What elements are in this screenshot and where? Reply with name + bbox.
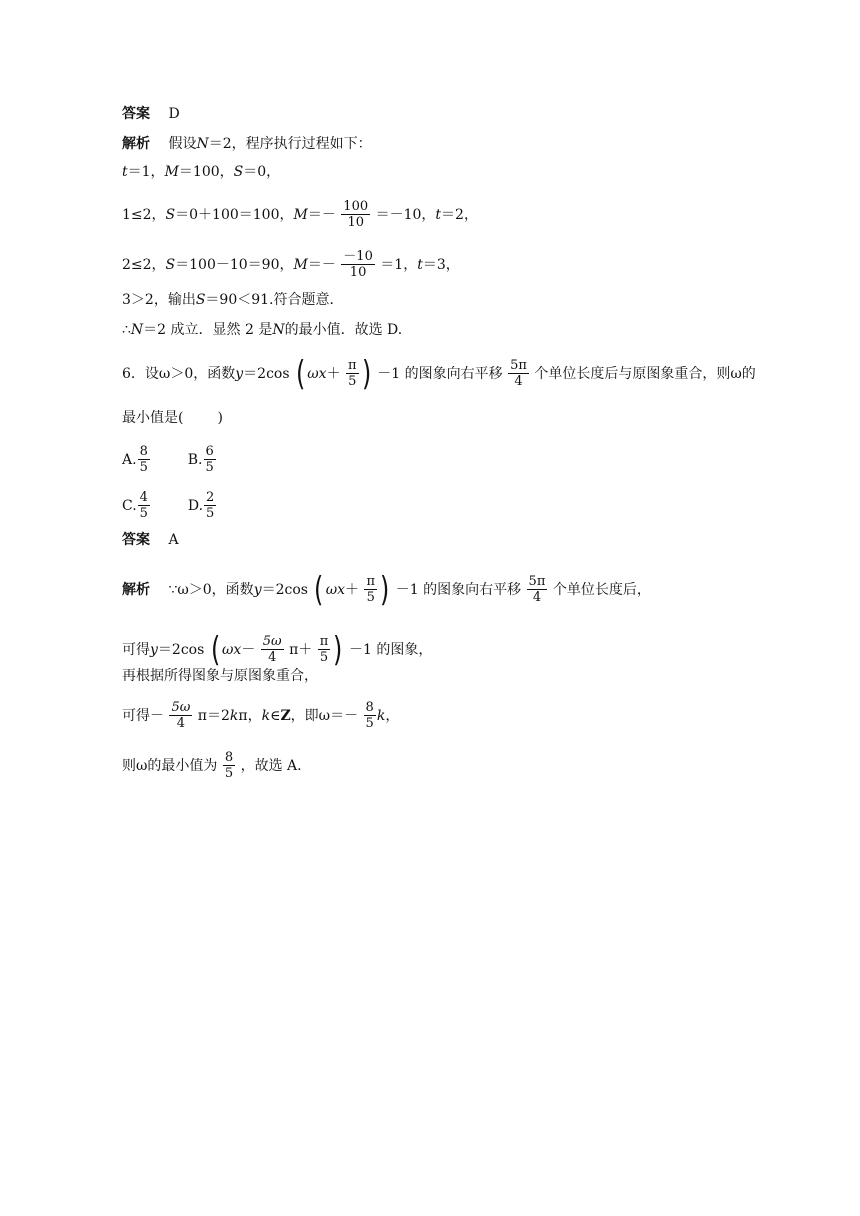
var: M — [164, 164, 179, 180]
option-c-label: C. — [122, 497, 137, 514]
text: －1 的图象向右平移 — [377, 365, 503, 382]
text: ， — [385, 707, 400, 724]
var: M — [293, 206, 308, 223]
answer-line-2 — [122, 530, 179, 550]
fraction: $\frac{8}{5}$ — [224, 750, 234, 781]
analysis2-line-2 — [122, 629, 433, 670]
text: ) — [217, 410, 223, 426]
text: π， — [238, 707, 262, 724]
fraction: $\frac{5\omega}{4}$ — [262, 634, 282, 665]
text: ∵ω＞0，函数 — [168, 581, 254, 598]
text: ＝0， — [243, 164, 281, 180]
var: N — [272, 322, 285, 338]
text: ＋ — [345, 581, 360, 598]
var: S — [233, 164, 244, 180]
option-b-fraction: $\frac{6}{5}$ — [205, 444, 214, 475]
text: 最小值是( — [122, 410, 184, 426]
option-c-fraction: $\frac{4}{5}$ — [139, 490, 148, 521]
answer-label: 答案 — [122, 106, 150, 122]
text: ＝2 成立．显然 2 是 — [143, 322, 273, 338]
analysis-label: 解析 — [122, 136, 150, 152]
fraction: $\frac{5\pi}{4}$ — [510, 358, 527, 389]
var: N — [196, 136, 209, 152]
question-6-line-1 — [122, 353, 756, 394]
text: ＋ — [326, 365, 341, 382]
options-row-1 — [122, 444, 217, 475]
var: ω — [307, 365, 319, 382]
analysis-label: 解析 — [122, 581, 150, 598]
var: t — [417, 256, 423, 273]
right-paren: ) — [380, 569, 390, 610]
options-row-2 — [122, 490, 217, 521]
text: ＝2，程序执行过程如下： — [208, 136, 372, 152]
option-a-fraction: $\frac{8}{5}$ — [139, 444, 148, 475]
text: ＝1， — [380, 256, 418, 273]
analysis2-line-4 — [122, 700, 399, 731]
text: ＝100， — [178, 164, 234, 180]
var: ωx — [325, 581, 346, 598]
text: ＝2cos — [261, 581, 308, 598]
fraction: $\frac{8}{5}$ — [365, 700, 374, 731]
text: ＝100－10＝90， — [175, 256, 294, 273]
text: ，即ω＝－ — [290, 707, 359, 724]
answer-value: A — [168, 532, 179, 548]
text: 3＞2，输出 — [122, 292, 196, 308]
analysis-line-3 — [122, 199, 478, 230]
analysis-line-5 — [122, 290, 344, 310]
analysis2-line-1 — [122, 569, 651, 610]
var: M — [293, 256, 308, 273]
text: ＝3， — [422, 256, 460, 273]
text: 再根据所得图象与原图象重合， — [122, 668, 318, 684]
var: t — [435, 206, 442, 223]
text: 可得－ — [122, 707, 164, 724]
var: y — [150, 641, 158, 658]
text: －1 的图象向右平移 — [395, 581, 522, 598]
text: ，故选 A. — [240, 757, 302, 774]
fraction: $\frac{\pi}{5}$ — [366, 574, 376, 605]
var: y — [235, 365, 244, 382]
text: 6．设ω＞0，函数 — [122, 365, 236, 382]
text: ＝2cos — [157, 641, 205, 658]
var: S — [165, 206, 176, 223]
question-6-line-2 — [122, 408, 223, 428]
var: y — [253, 581, 262, 598]
text: ＝90＜91.符合题意． — [205, 292, 344, 308]
var: x — [318, 365, 327, 382]
var: S — [165, 256, 176, 273]
option-d-label: D. — [187, 497, 204, 514]
analysis-line-2 — [122, 162, 280, 182]
text: ＝0＋100＝100， — [175, 206, 294, 223]
text: ∴ — [122, 322, 131, 338]
text: 个单位长度后与原图象重合，则ω的 — [534, 365, 756, 382]
text: 可得 — [122, 641, 150, 658]
text: ∈ — [270, 707, 281, 724]
fraction: $\frac{5\omega}{4}$ — [171, 700, 191, 731]
text: －1 的图象， — [349, 641, 433, 658]
right-paren: ) — [333, 629, 343, 670]
text: π＝2 — [197, 707, 230, 724]
right-paren: ) — [361, 353, 371, 394]
text: 则ω的最小值为 — [122, 757, 218, 774]
analysis-line-1 — [122, 134, 372, 154]
text: ＝－ — [307, 206, 336, 223]
text: π＋ — [289, 641, 313, 658]
option-b-label: B. — [187, 451, 203, 468]
text: 2≤2， — [122, 256, 166, 273]
left-paren: ( — [295, 353, 306, 394]
fraction: $\frac{\pi}{5}$ — [348, 358, 357, 389]
analysis2-line-5 — [122, 750, 302, 781]
var: S — [195, 292, 206, 308]
text: ＝2cos — [243, 365, 290, 382]
answer-value: D — [168, 106, 180, 122]
text: － — [241, 641, 256, 658]
text: ＝1， — [127, 164, 165, 180]
var: t — [122, 164, 128, 180]
fraction: $\frac{-10}{10}$ — [343, 249, 373, 280]
analysis2-line-3 — [122, 666, 318, 686]
set-symbol: Z — [280, 707, 291, 724]
fraction: $\frac{\pi}{5}$ — [319, 634, 329, 665]
var: k — [229, 707, 239, 724]
text: 1≤2， — [122, 206, 166, 223]
left-paren: ( — [314, 569, 324, 610]
option-d-fraction: $\frac{2}{5}$ — [206, 490, 215, 521]
fraction: $\frac{5\pi}{4}$ — [528, 574, 546, 605]
var: ωx — [222, 641, 242, 658]
fraction: $\frac{100}{10}$ — [343, 199, 369, 230]
text: ＝－10， — [375, 206, 436, 223]
answer-line-1 — [122, 104, 180, 124]
text: ＝－ — [307, 256, 336, 273]
option-a-label: A. — [122, 451, 137, 468]
left-paren: ( — [210, 629, 221, 670]
text: 的最小值．故选 D. — [284, 322, 403, 338]
text: 假设 — [168, 136, 197, 152]
text: 个单位长度后， — [552, 581, 651, 598]
analysis-line-4 — [122, 249, 460, 280]
answer-label: 答案 — [122, 532, 150, 548]
var: k — [376, 707, 386, 724]
var: k — [261, 707, 271, 724]
analysis-line-6 — [122, 320, 402, 340]
text: ＝2， — [441, 206, 478, 223]
var: N — [130, 322, 144, 338]
